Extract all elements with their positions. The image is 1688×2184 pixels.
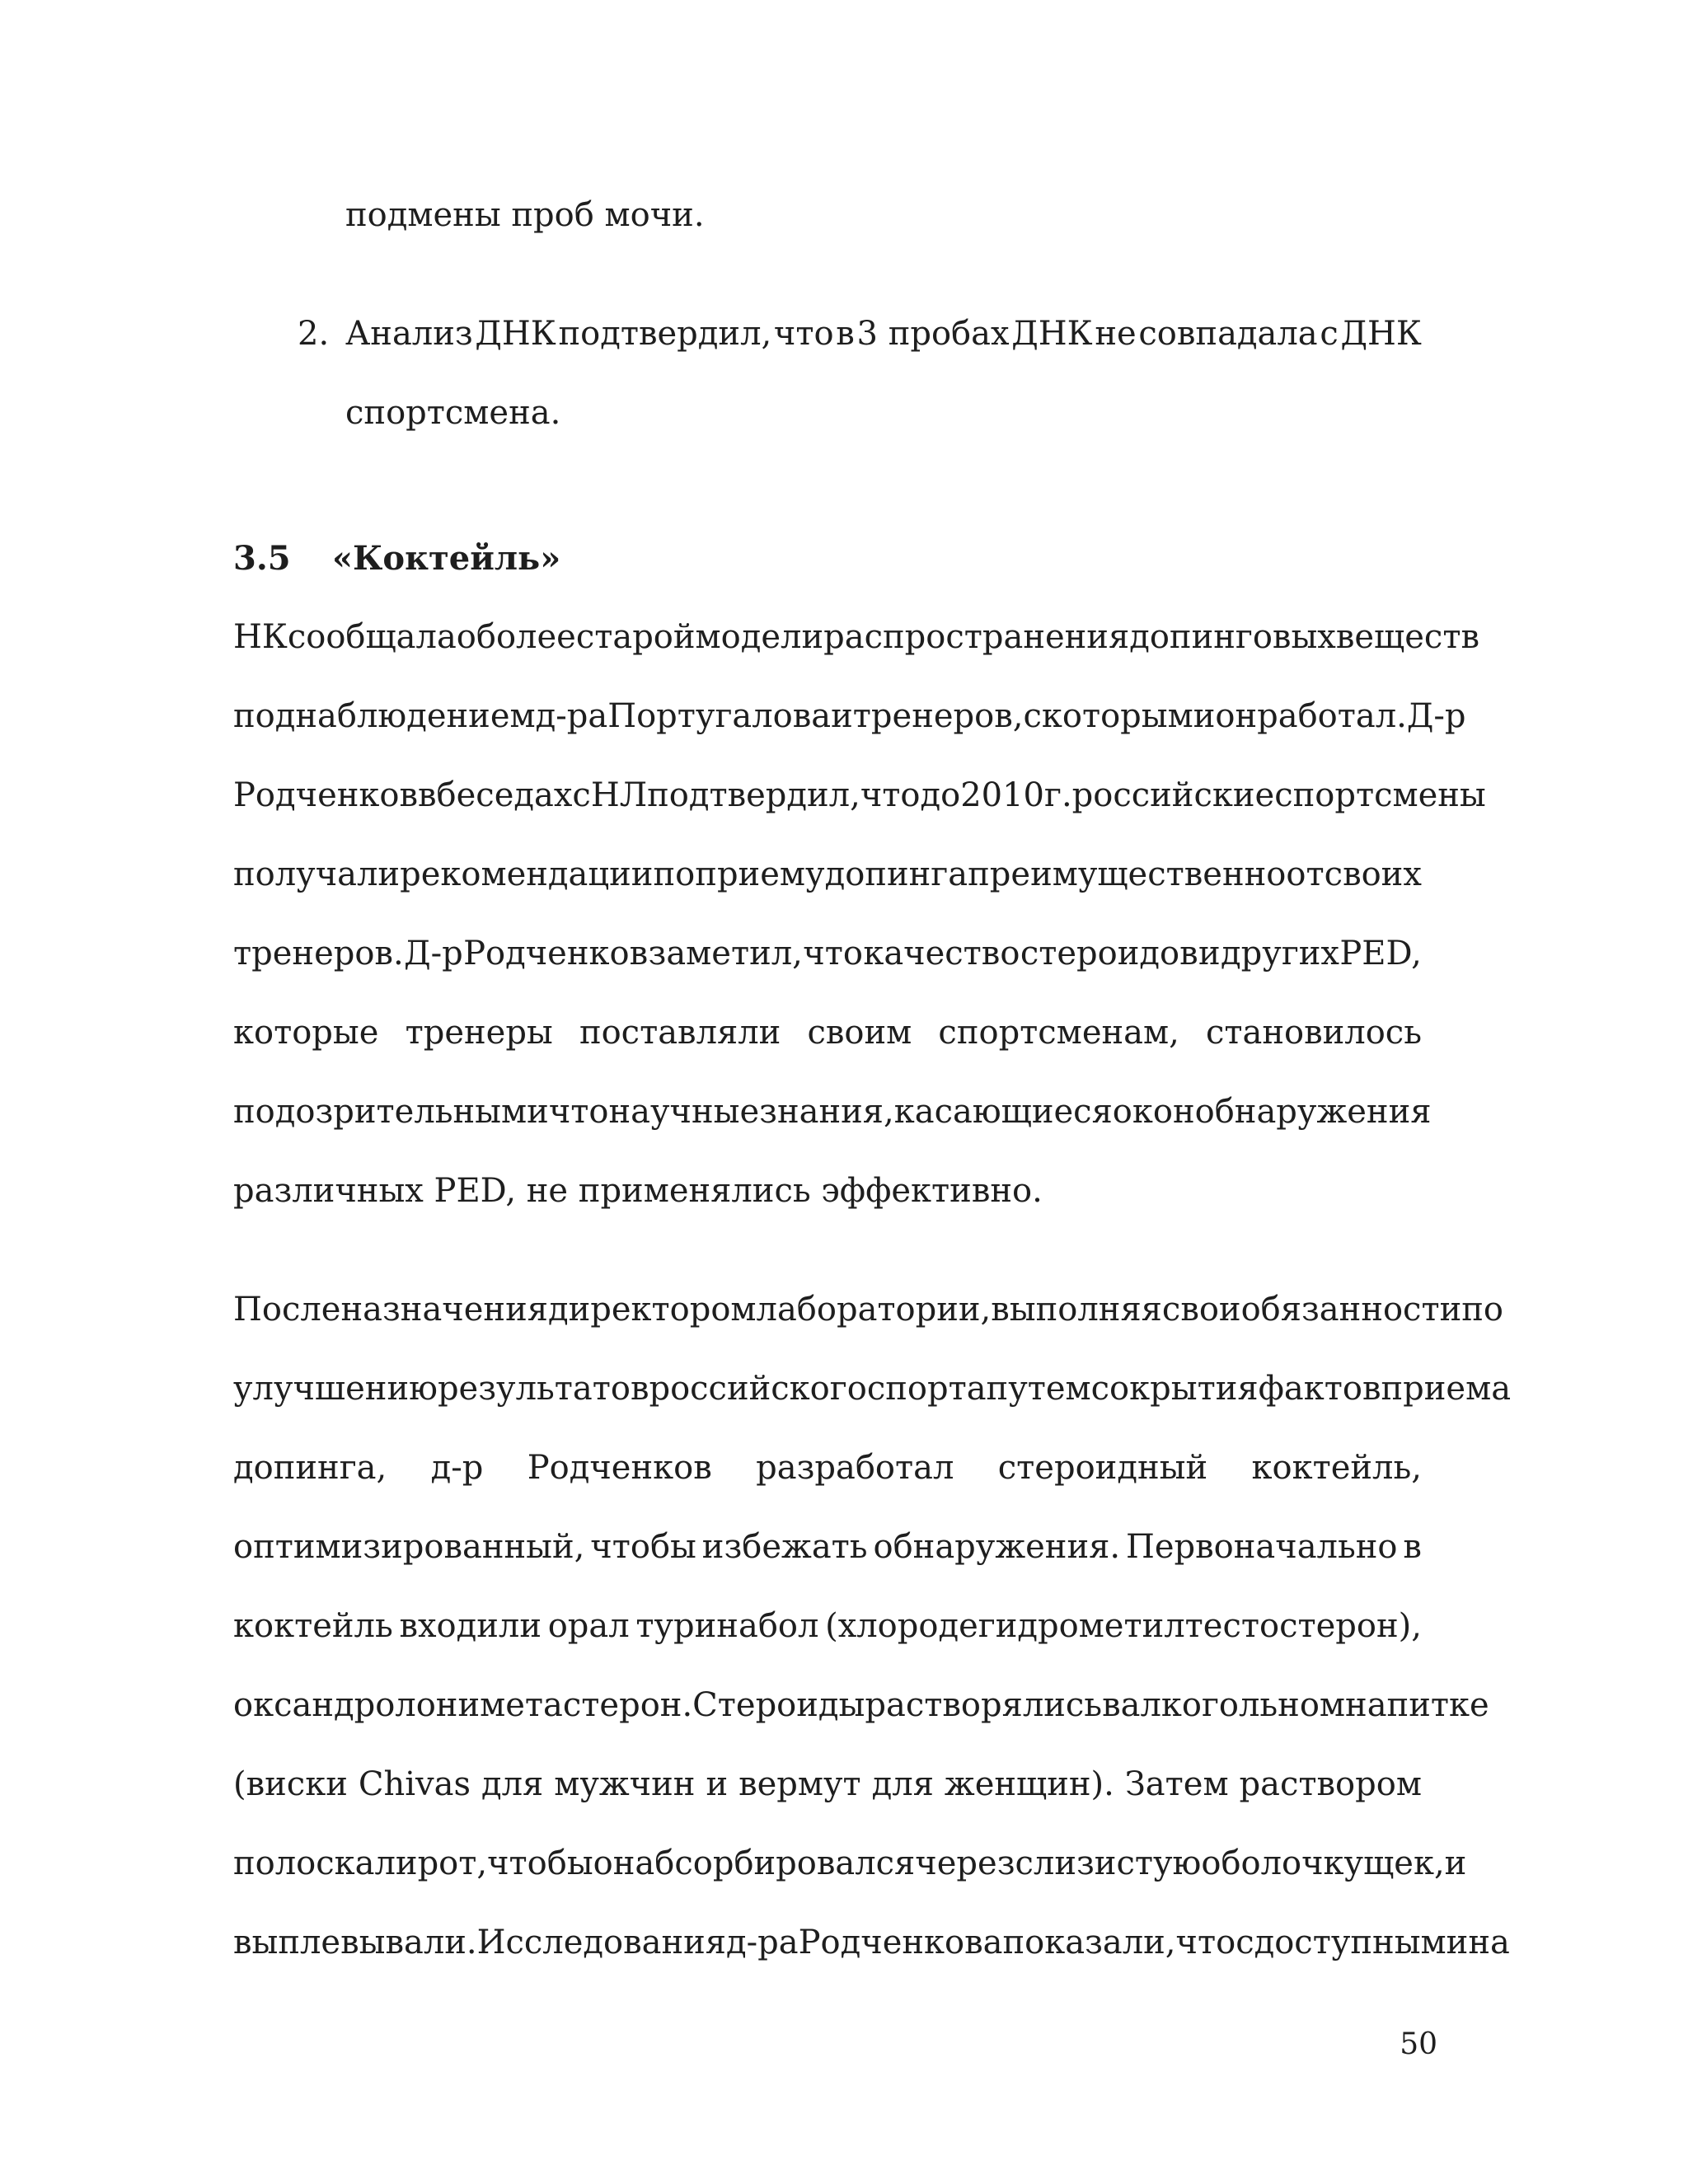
- word: напитке: [1345, 1686, 1489, 1724]
- word: ДНК: [475, 315, 556, 353]
- word: что: [860, 776, 921, 814]
- word: что: [1175, 1924, 1236, 1961]
- word: коктейль,: [1251, 1449, 1422, 1487]
- paragraph-line: [233, 1605, 1422, 1647]
- word: (виски: [233, 1765, 348, 1803]
- word: допинга: [824, 855, 968, 893]
- word: старой: [575, 618, 696, 656]
- word: распространения: [823, 618, 1130, 656]
- word: НК: [233, 618, 288, 656]
- word: Затем: [1124, 1765, 1229, 1803]
- word: Chivas: [358, 1765, 471, 1803]
- paragraph-line: [233, 1289, 1503, 1330]
- word: веществ: [1335, 618, 1479, 656]
- word: обнаружения: [1194, 1093, 1432, 1131]
- paragraph-line: [233, 1447, 1422, 1488]
- word: в: [418, 776, 437, 814]
- list-item-line: [345, 313, 1422, 354]
- word: Родченков: [463, 935, 649, 972]
- word: тренеров,: [852, 697, 1024, 735]
- paragraph-line: [233, 1922, 1510, 1963]
- word: что: [548, 1093, 609, 1131]
- paragraph-line: различных PED, не применялись эффективно.: [233, 1172, 1043, 1210]
- word: более: [476, 618, 576, 656]
- word: и: [457, 1686, 481, 1724]
- word: беседах: [436, 776, 573, 814]
- word: чтобы: [590, 1528, 696, 1566]
- word: 2010: [960, 776, 1044, 814]
- word: своих: [1324, 855, 1422, 893]
- section-number: 3.5: [233, 539, 291, 578]
- word: оптимизированный,: [233, 1528, 585, 1566]
- paragraph-line: [233, 1685, 1489, 1726]
- word: которые: [233, 1014, 379, 1052]
- word: знания,: [759, 1093, 894, 1131]
- word: входили: [399, 1607, 542, 1645]
- word: слизистую: [1015, 1844, 1202, 1882]
- word: он: [593, 1844, 635, 1882]
- word: назначения: [340, 1291, 548, 1329]
- paragraph-line: [233, 775, 1486, 816]
- word: и: [831, 697, 853, 735]
- word: и: [1444, 1844, 1467, 1882]
- word: результатов: [437, 1370, 649, 1408]
- word: и: [1198, 935, 1221, 972]
- word: д-ра: [726, 1924, 799, 1961]
- word: становилось: [1206, 1014, 1422, 1052]
- word: для: [871, 1765, 934, 1803]
- word: приему: [695, 855, 825, 893]
- word: мужчин: [554, 1765, 696, 1803]
- word: вермут: [738, 1765, 861, 1803]
- paragraph-line: [233, 696, 1466, 737]
- word: сообщала: [287, 618, 457, 656]
- word: совпадала: [1138, 315, 1318, 353]
- word: через: [915, 1844, 1015, 1882]
- word: ДНК: [1011, 315, 1093, 353]
- word: в: [1403, 1528, 1422, 1566]
- word: и: [706, 1765, 729, 1803]
- page-number: 50: [1400, 2027, 1437, 2061]
- word: поставляли: [579, 1014, 781, 1052]
- word: своим: [807, 1014, 912, 1052]
- word: работал.: [1257, 697, 1407, 735]
- word: НЛ: [590, 776, 648, 814]
- word: рекомендации: [400, 855, 654, 893]
- word: с: [572, 776, 591, 814]
- word: фактов: [1258, 1370, 1381, 1408]
- word: с: [1236, 1924, 1254, 1961]
- word: стероидов: [1020, 935, 1198, 972]
- paragraph-line: [233, 933, 1422, 974]
- word: (хлородегидрометилтестостерон),: [825, 1607, 1422, 1645]
- word: которыми: [1041, 697, 1216, 735]
- word: спортсменам,: [938, 1014, 1179, 1052]
- word: подозрительным: [233, 1093, 528, 1131]
- word: приема: [1381, 1370, 1512, 1408]
- paragraph-line: [233, 616, 1479, 658]
- list-item-number: 2.: [298, 315, 330, 353]
- word: в: [1102, 1686, 1121, 1724]
- section-title: «Коктейль»: [332, 539, 561, 578]
- word: свои: [1161, 1291, 1241, 1329]
- word: выполняя: [991, 1291, 1162, 1329]
- paragraph-line: [233, 1843, 1467, 1884]
- word: разработал: [756, 1449, 954, 1487]
- word: получали: [233, 855, 401, 893]
- word: Исследования: [476, 1924, 727, 1961]
- list-item-line: спортсмена.: [345, 394, 561, 432]
- word: до: [920, 776, 961, 814]
- word: сокрытия: [1090, 1370, 1259, 1408]
- word: PED,: [1339, 935, 1422, 972]
- word: Д-р: [404, 935, 463, 972]
- word: тренеров.: [233, 935, 404, 972]
- word: директором: [547, 1291, 757, 1329]
- word: что: [803, 935, 863, 972]
- word: алкогольном: [1120, 1686, 1346, 1724]
- word: чтобы: [487, 1844, 593, 1882]
- word: растворялись: [865, 1686, 1103, 1724]
- word: Родченкова: [798, 1924, 1003, 1961]
- word: на: [1468, 1924, 1510, 1961]
- word: с: [1023, 697, 1042, 735]
- paragraph-line: [233, 1526, 1422, 1568]
- word: качество: [863, 935, 1020, 972]
- word: орал: [547, 1607, 630, 1645]
- word: тренеры: [405, 1014, 553, 1052]
- word: полоскали: [233, 1844, 418, 1882]
- word: модели: [695, 618, 824, 656]
- word: ДНК: [1340, 315, 1422, 353]
- word: научные: [608, 1093, 760, 1131]
- word: от: [1286, 855, 1325, 893]
- word: он: [1215, 697, 1258, 735]
- word: обязанности: [1240, 1291, 1462, 1329]
- word: и: [527, 1093, 549, 1131]
- word: абсорбировался: [635, 1844, 916, 1882]
- word: подтвердил,: [647, 776, 860, 814]
- word: г.: [1043, 776, 1072, 814]
- word: спорта: [866, 1370, 987, 1408]
- word: что: [773, 315, 834, 353]
- word: в: [836, 315, 855, 353]
- word: 3 пробах: [856, 315, 1010, 353]
- word: показали,: [1002, 1924, 1176, 1961]
- word: метастерон.: [480, 1686, 693, 1724]
- word: Стероиды: [692, 1686, 865, 1724]
- word: других: [1221, 935, 1339, 972]
- word: После: [233, 1291, 341, 1329]
- word: преимущественно: [968, 855, 1287, 893]
- word: российские: [1071, 776, 1275, 814]
- word: рот,: [417, 1844, 488, 1882]
- paragraph-line: [233, 1764, 1422, 1805]
- word: доступными: [1254, 1924, 1469, 1961]
- word: оболочку: [1201, 1844, 1364, 1882]
- word: стероидный: [997, 1449, 1208, 1487]
- word: допинговых: [1129, 618, 1336, 656]
- paragraph-line: [233, 854, 1422, 895]
- word: касающиеся: [893, 1093, 1113, 1131]
- word: Родченков: [527, 1449, 712, 1487]
- word: улучшению: [233, 1370, 438, 1408]
- word: о: [456, 618, 476, 656]
- word: подтвердил,: [558, 315, 772, 353]
- word: спортсмены: [1274, 776, 1486, 814]
- word: допинга,: [233, 1449, 387, 1487]
- word: женщин).: [944, 1765, 1114, 1803]
- word: раствором: [1239, 1765, 1422, 1803]
- word: Первоначально: [1125, 1528, 1398, 1566]
- word: лаборатории,: [756, 1291, 992, 1329]
- word: Анализ: [345, 315, 473, 353]
- word: Д-р: [1406, 697, 1466, 735]
- word: путем: [986, 1370, 1091, 1408]
- list-continuation: подмены проб мочи.: [345, 196, 705, 234]
- word: Португалова: [607, 697, 832, 735]
- word: наблюдением: [295, 697, 536, 735]
- word: коктейль: [233, 1607, 393, 1645]
- paragraph-line: [233, 1368, 1512, 1409]
- word: российского: [649, 1370, 867, 1408]
- word: д-ра: [535, 697, 608, 735]
- word: по: [1461, 1291, 1503, 1329]
- word: туринабол: [635, 1607, 819, 1645]
- word: под: [233, 697, 296, 735]
- word: с: [1320, 315, 1339, 353]
- word: д-р: [430, 1449, 484, 1487]
- word: заметил,: [648, 935, 803, 972]
- word: избежать: [701, 1528, 868, 1566]
- word: по: [653, 855, 696, 893]
- word: оксандролон: [233, 1686, 458, 1724]
- word: не: [1095, 315, 1137, 353]
- word: выплевывали.: [233, 1924, 477, 1961]
- word: окон: [1112, 1093, 1195, 1131]
- word: Родченков: [233, 776, 419, 814]
- paragraph-line: [233, 1091, 1432, 1132]
- word: щек,: [1363, 1844, 1445, 1882]
- word: обнаружения.: [873, 1528, 1121, 1566]
- paragraph-line: [233, 1012, 1422, 1053]
- word: для: [481, 1765, 544, 1803]
